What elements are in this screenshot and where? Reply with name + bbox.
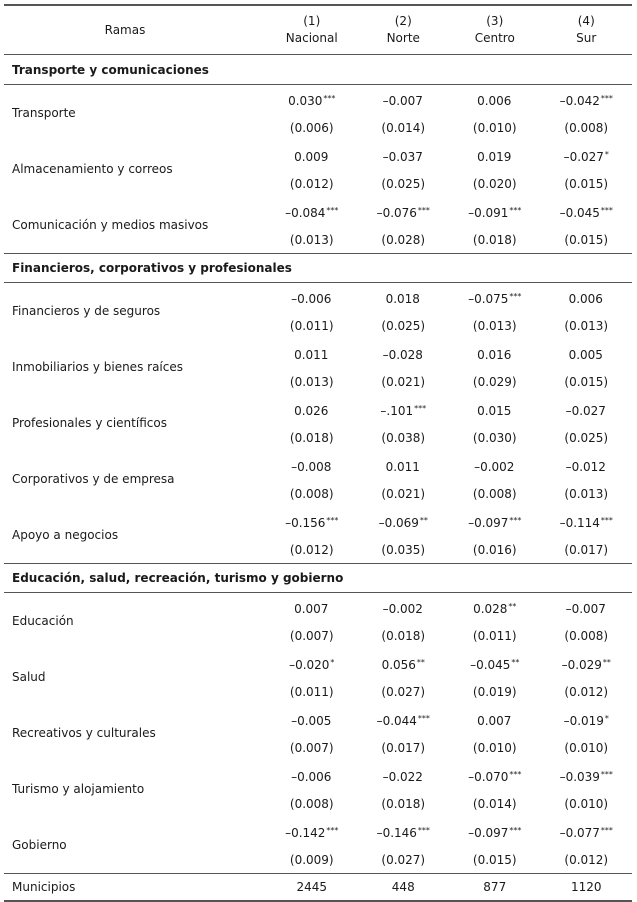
standard-error-cell: (0.012) bbox=[541, 846, 633, 874]
coefficient-value: –0.097 bbox=[468, 515, 509, 530]
coefficient-value: 0.019 bbox=[477, 149, 512, 164]
row-label: Comunicación y medios masivos bbox=[4, 197, 266, 254]
municipios-label: Municipios bbox=[12, 880, 76, 894]
coefficient-value: –0.008 bbox=[291, 459, 332, 474]
municipios-value: 877 bbox=[483, 880, 507, 894]
coefficient-value: –0.020 bbox=[289, 657, 330, 672]
coefficient-value: –0.091 bbox=[468, 205, 509, 220]
coefficient-cell bbox=[541, 705, 633, 734]
coefficient-cell bbox=[266, 283, 358, 313]
significance-stars: ** bbox=[602, 657, 611, 667]
standard-error-cell: (0.015) bbox=[449, 846, 541, 874]
coefficient-cell bbox=[358, 197, 450, 226]
significance-stars: *** bbox=[414, 403, 427, 413]
ramas-header: Ramas bbox=[4, 5, 266, 55]
column-number: (4) bbox=[577, 14, 595, 28]
coefficient-cell bbox=[358, 817, 450, 846]
standard-error-cell: (0.018) bbox=[449, 226, 541, 254]
significance-stars: ** bbox=[511, 657, 520, 667]
significance-stars: *** bbox=[326, 205, 339, 215]
standard-error-cell: (0.017) bbox=[541, 536, 633, 564]
column-header-nacional bbox=[266, 5, 358, 55]
standard-error-cell: (0.008) bbox=[564, 120, 609, 135]
standard-error-cell: (0.030) bbox=[472, 430, 517, 445]
coefficient-value: –0.005 bbox=[291, 713, 332, 728]
coefficient-cell bbox=[541, 649, 633, 678]
standard-error-cell: (0.038) bbox=[381, 430, 426, 445]
coefficient-cell bbox=[449, 649, 541, 678]
standard-error-cell: (0.015) bbox=[564, 374, 609, 389]
coefficient-value: –0.045 bbox=[559, 205, 600, 220]
coefficient-value: –0.027 bbox=[563, 149, 604, 164]
coefficient-value: –0.146 bbox=[376, 825, 417, 840]
coefficient-cell bbox=[358, 283, 450, 313]
coefficient-value: –0.027 bbox=[565, 403, 606, 418]
significance-stars: *** bbox=[600, 769, 613, 779]
coefficient-value: –0.076 bbox=[376, 205, 417, 220]
coefficient-cell bbox=[266, 197, 358, 226]
standard-error-cell: (0.013) bbox=[564, 318, 609, 333]
standard-error-cell: (0.008) bbox=[289, 796, 334, 811]
coefficient-value: 0.016 bbox=[477, 347, 512, 362]
coefficient-value: –0.070 bbox=[468, 769, 509, 784]
significance-stars: * bbox=[330, 657, 335, 667]
coefficient-cell bbox=[541, 761, 633, 790]
standard-error-cell: (0.021) bbox=[381, 486, 426, 501]
coefficient-row bbox=[4, 283, 632, 313]
coefficient-value: 0.011 bbox=[385, 459, 420, 474]
coefficient-value: 0.005 bbox=[568, 347, 603, 362]
significance-stars: *** bbox=[600, 825, 613, 835]
row-label: Educación bbox=[12, 614, 74, 628]
coefficient-value: –0.002 bbox=[474, 459, 515, 474]
standard-error-cell: (0.010) bbox=[564, 740, 609, 755]
coefficient-cell bbox=[541, 197, 633, 226]
standard-error-cell: (0.010) bbox=[472, 120, 517, 135]
standard-error-cell: (0.014) bbox=[381, 120, 426, 135]
coefficient-value: –0.029 bbox=[561, 657, 602, 672]
coefficient-row bbox=[4, 339, 632, 368]
coefficient-cell bbox=[358, 649, 450, 678]
coefficient-cell bbox=[541, 85, 633, 115]
coefficient-cell bbox=[541, 395, 633, 424]
standard-error-cell: (0.025) bbox=[381, 176, 426, 191]
standard-error-cell: (0.008) bbox=[564, 628, 609, 643]
coefficient-row bbox=[4, 85, 632, 115]
significance-stars: *** bbox=[323, 93, 336, 103]
coefficient-value: –0.028 bbox=[382, 347, 423, 362]
coefficient-value: 0.007 bbox=[477, 713, 512, 728]
significance-stars: * bbox=[604, 713, 609, 723]
coefficient-value: –0.007 bbox=[382, 93, 423, 108]
coefficient-value: –0.006 bbox=[291, 769, 332, 784]
coefficient-value: –0.022 bbox=[382, 769, 423, 784]
coefficient-cell bbox=[266, 395, 358, 424]
standard-error-cell: (0.015) bbox=[564, 176, 609, 191]
coefficient-cell bbox=[266, 761, 358, 790]
section-title: Educación, salud, recreación, turismo y gobierno bbox=[4, 564, 632, 593]
standard-error-cell: (0.007) bbox=[289, 740, 334, 755]
coefficient-value: –0.069 bbox=[378, 515, 419, 530]
standard-error-cell: (0.025) bbox=[381, 318, 426, 333]
coefficient-cell bbox=[358, 705, 450, 734]
standard-error-cell: (0.014) bbox=[472, 796, 517, 811]
coefficient-cell bbox=[358, 141, 450, 170]
coefficient-cell bbox=[266, 705, 358, 734]
coefficient-row bbox=[4, 593, 632, 623]
row-label: Financieros y de seguros bbox=[12, 304, 161, 318]
coefficient-value: 0.030 bbox=[288, 93, 323, 108]
coefficient-cell bbox=[449, 197, 541, 226]
coefficient-cell bbox=[449, 817, 541, 846]
coefficient-cell bbox=[449, 339, 541, 368]
standard-error-cell: (0.027) bbox=[381, 684, 426, 699]
municipios-row bbox=[4, 874, 632, 902]
column-name: Nacional bbox=[285, 31, 338, 45]
standard-error-cell: (0.006) bbox=[289, 120, 334, 135]
coefficient-value: –0.002 bbox=[382, 601, 423, 616]
significance-stars: ** bbox=[508, 601, 517, 611]
row-label: Transporte bbox=[12, 106, 76, 120]
standard-error-cell: (0.015) bbox=[541, 226, 633, 254]
significance-stars: *** bbox=[417, 713, 430, 723]
row-label: Profesionales y científicos bbox=[12, 416, 167, 430]
standard-error-cell: (0.011) bbox=[289, 684, 334, 699]
coefficient-cell bbox=[449, 705, 541, 734]
standard-error-cell: (0.013) bbox=[289, 374, 334, 389]
section-title: Transporte y comunicaciones bbox=[4, 55, 632, 85]
coefficient-cell bbox=[449, 761, 541, 790]
standard-error-cell: (0.008) bbox=[289, 486, 334, 501]
coefficient-value: –0.042 bbox=[559, 93, 600, 108]
coefficient-row bbox=[4, 761, 632, 790]
row-label: Turismo y alojamiento bbox=[12, 782, 145, 796]
coefficient-cell bbox=[358, 761, 450, 790]
standard-error-cell: (0.016) bbox=[449, 536, 541, 564]
coefficient-value: 0.056 bbox=[381, 657, 416, 672]
coefficient-value: –0.012 bbox=[565, 459, 606, 474]
coefficient-row bbox=[4, 817, 632, 846]
coefficient-cell bbox=[449, 451, 541, 480]
municipios-value: 1120 bbox=[570, 880, 602, 894]
coefficient-cell bbox=[358, 507, 450, 536]
significance-stars: *** bbox=[600, 205, 613, 215]
standard-error-cell: (0.009) bbox=[266, 846, 358, 874]
municipios-value: 2445 bbox=[296, 880, 328, 894]
coefficient-value: –0.156 bbox=[285, 515, 326, 530]
significance-stars: *** bbox=[509, 515, 522, 525]
coefficient-cell bbox=[541, 141, 633, 170]
column-name: Norte bbox=[386, 31, 420, 45]
standard-error-cell: (0.028) bbox=[358, 226, 450, 254]
row-label: Recreativos y culturales bbox=[12, 726, 156, 740]
regression-table bbox=[4, 4, 632, 902]
row-label: Corporativos y de empresa bbox=[12, 472, 175, 486]
coefficient-cell bbox=[541, 817, 633, 846]
coefficient-value: –0.114 bbox=[559, 515, 600, 530]
coefficient-row bbox=[4, 141, 632, 170]
coefficient-cell bbox=[358, 593, 450, 623]
significance-stars: * bbox=[604, 149, 609, 159]
column-header-sur bbox=[541, 5, 633, 55]
standard-error-cell: (0.007) bbox=[289, 628, 334, 643]
standard-error-cell: (0.025) bbox=[564, 430, 609, 445]
row-label: Salud bbox=[12, 670, 46, 684]
significance-stars: ** bbox=[416, 657, 425, 667]
coefficient-value: –.101 bbox=[380, 403, 414, 418]
standard-error-cell: (0.013) bbox=[472, 318, 517, 333]
standard-error-cell: (0.011) bbox=[289, 318, 334, 333]
coefficient-cell bbox=[358, 395, 450, 424]
coefficient-cell bbox=[266, 649, 358, 678]
standard-error-cell: (0.019) bbox=[472, 684, 517, 699]
standard-error-cell: (0.008) bbox=[472, 486, 517, 501]
standard-error-cell: (0.035) bbox=[358, 536, 450, 564]
coefficient-cell bbox=[541, 283, 633, 313]
coefficient-value: –0.075 bbox=[468, 291, 509, 306]
standard-error-cell: (0.010) bbox=[564, 796, 609, 811]
coefficient-row bbox=[4, 649, 632, 678]
coefficient-value: –0.039 bbox=[559, 769, 600, 784]
coefficient-row bbox=[4, 705, 632, 734]
coefficient-cell bbox=[449, 395, 541, 424]
significance-stars: *** bbox=[326, 825, 339, 835]
coefficient-cell bbox=[449, 593, 541, 623]
standard-error-cell: (0.010) bbox=[472, 740, 517, 755]
row-label: Apoyo a negocios bbox=[4, 507, 266, 564]
column-header-centro bbox=[449, 5, 541, 55]
row-label: Inmobiliarios y bienes raíces bbox=[12, 360, 183, 374]
coefficient-cell bbox=[541, 339, 633, 368]
municipios-value: 448 bbox=[391, 880, 415, 894]
significance-stars: *** bbox=[600, 515, 613, 525]
coefficient-value: –0.097 bbox=[468, 825, 509, 840]
section-title: Financieros, corporativos y profesionales bbox=[4, 254, 632, 283]
coefficient-cell bbox=[449, 85, 541, 115]
column-number: (1) bbox=[303, 14, 321, 28]
coefficient-value: –0.007 bbox=[565, 601, 606, 616]
coefficient-value: 0.011 bbox=[294, 347, 329, 362]
standard-error-cell: (0.013) bbox=[564, 486, 609, 501]
significance-stars: *** bbox=[600, 93, 613, 103]
standard-error-cell: (0.018) bbox=[381, 628, 426, 643]
significance-stars: *** bbox=[326, 515, 339, 525]
coefficient-value: 0.015 bbox=[477, 403, 512, 418]
coefficient-cell bbox=[266, 451, 358, 480]
coefficient-value: 0.018 bbox=[385, 291, 420, 306]
coefficient-value: –0.044 bbox=[376, 713, 417, 728]
coefficient-cell bbox=[266, 141, 358, 170]
significance-stars: *** bbox=[509, 769, 522, 779]
coefficient-row bbox=[4, 197, 632, 226]
coefficient-value: –0.077 bbox=[559, 825, 600, 840]
coefficient-value: –0.084 bbox=[285, 205, 326, 220]
significance-stars: ** bbox=[419, 515, 428, 525]
standard-error-cell: (0.017) bbox=[381, 740, 426, 755]
coefficient-cell bbox=[449, 507, 541, 536]
coefficient-row bbox=[4, 507, 632, 536]
significance-stars: *** bbox=[509, 825, 522, 835]
column-name: Sur bbox=[576, 31, 597, 45]
coefficient-value: 0.028 bbox=[473, 601, 508, 616]
coefficient-value: 0.026 bbox=[294, 403, 329, 418]
table-body bbox=[4, 55, 632, 874]
standard-error-cell: (0.021) bbox=[381, 374, 426, 389]
coefficient-value: –0.037 bbox=[382, 149, 423, 164]
column-header-norte bbox=[358, 5, 450, 55]
coefficient-cell bbox=[266, 593, 358, 623]
coefficient-value: –0.019 bbox=[563, 713, 604, 728]
column-number: (3) bbox=[486, 14, 504, 28]
column-name: Centro bbox=[474, 31, 515, 45]
coefficient-cell bbox=[358, 85, 450, 115]
coefficient-row bbox=[4, 395, 632, 424]
standard-error-cell: (0.018) bbox=[381, 796, 426, 811]
standard-error-cell: (0.013) bbox=[266, 226, 358, 254]
coefficient-cell bbox=[541, 451, 633, 480]
standard-error-cell: (0.029) bbox=[472, 374, 517, 389]
coefficient-cell bbox=[449, 283, 541, 313]
significance-stars: *** bbox=[509, 291, 522, 301]
coefficient-cell bbox=[266, 507, 358, 536]
row-label: Almacenamiento y correos bbox=[12, 162, 173, 176]
coefficient-value: 0.006 bbox=[477, 93, 512, 108]
standard-error-cell: (0.020) bbox=[472, 176, 517, 191]
standard-error-cell: (0.011) bbox=[472, 628, 517, 643]
coefficient-cell bbox=[358, 451, 450, 480]
coefficient-value: –0.045 bbox=[470, 657, 511, 672]
coefficient-cell bbox=[541, 507, 633, 536]
standard-error-cell: (0.012) bbox=[564, 684, 609, 699]
table-header-row bbox=[4, 5, 632, 55]
coefficient-value: –0.142 bbox=[285, 825, 326, 840]
coefficient-cell bbox=[358, 339, 450, 368]
coefficient-value: 0.007 bbox=[294, 601, 329, 616]
significance-stars: *** bbox=[417, 825, 430, 835]
section-header-row bbox=[4, 55, 632, 85]
coefficient-value: 0.006 bbox=[568, 291, 603, 306]
row-label: Gobierno bbox=[4, 817, 266, 874]
column-number: (2) bbox=[394, 14, 412, 28]
standard-error-cell: (0.018) bbox=[289, 430, 334, 445]
coefficient-cell bbox=[266, 339, 358, 368]
standard-error-cell: (0.012) bbox=[266, 536, 358, 564]
coefficient-cell bbox=[449, 141, 541, 170]
standard-error-cell: (0.012) bbox=[289, 176, 334, 191]
coefficient-cell bbox=[266, 817, 358, 846]
significance-stars: *** bbox=[417, 205, 430, 215]
significance-stars: *** bbox=[509, 205, 522, 215]
coefficient-value: –0.006 bbox=[291, 291, 332, 306]
standard-error-cell: (0.027) bbox=[358, 846, 450, 874]
coefficient-cell bbox=[541, 593, 633, 623]
coefficient-value: 0.009 bbox=[294, 149, 329, 164]
section-header-row bbox=[4, 564, 632, 593]
coefficient-row bbox=[4, 451, 632, 480]
section-header-row bbox=[4, 254, 632, 283]
coefficient-cell bbox=[266, 85, 358, 115]
